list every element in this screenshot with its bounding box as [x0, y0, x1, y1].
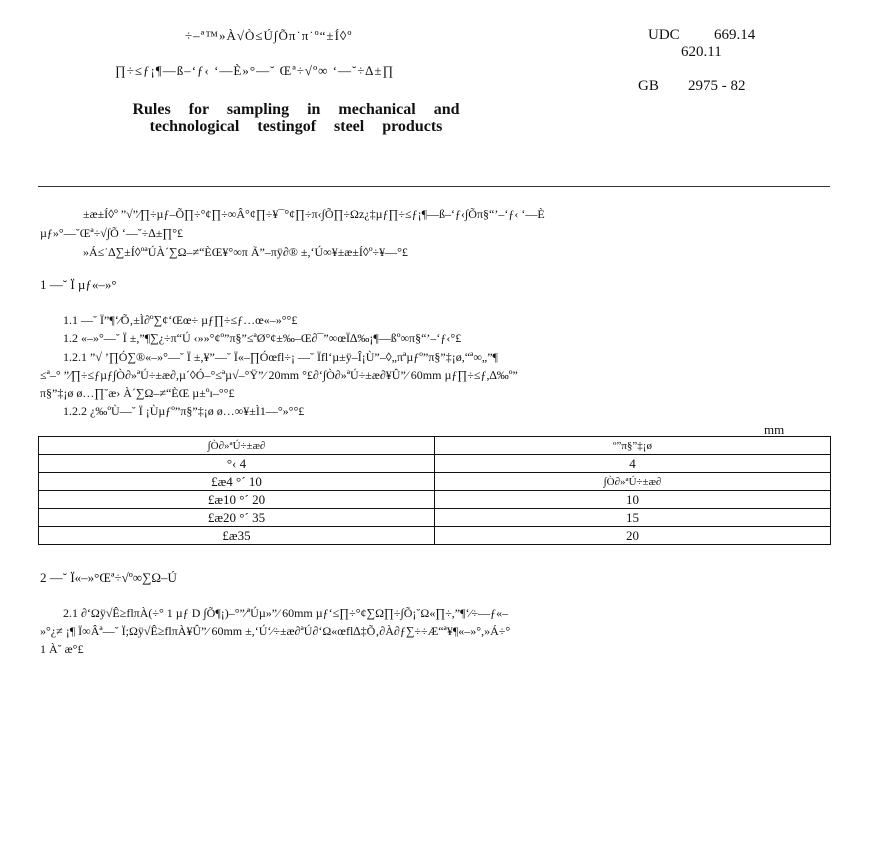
table-header-cell: º”π§”‡¡ø [435, 437, 831, 455]
table-cell: 4 [435, 455, 831, 473]
table-cell: 15 [435, 509, 831, 527]
section-1-heading: 1 —˘ Ï µƒ«–»° [40, 277, 117, 292]
intro-line-2: µƒ»°—˘Œª÷√∫Õ ‘—˘÷∆±∏°£ [40, 226, 183, 240]
udc-label: UDC [648, 27, 680, 43]
table-header-cell: ∫Ò∂»ªÚ÷±æ∂ [39, 437, 435, 455]
standard-subtitle-cn: ∏÷≤ƒ¡¶—ß–‘ƒ‹ ‘—È»°—˘ Œª÷√º∞ ‘—˘÷∆±∏ [115, 63, 395, 78]
gb-label: GB [638, 78, 659, 94]
intro-line-3: »Á≤˙∆∑±Í◊ºªÚÀ´∑Ω–≠“ÈŒ¥°∞π Ã”–πÿ∂® ±,‘Ú∞¥±æ±Í◊º÷¥––°£ [83, 245, 408, 259]
standard-title-cn: ÷–ª™»À√Ò≤Ú∫Õπ˙π˙º“±Í◊º [185, 28, 353, 43]
allowance-table [38, 436, 831, 545]
table-cell: ∫Ò∂»ªÚ÷±æ∂ [435, 473, 831, 491]
clause-1-2-2: 1.2.2 ¿‰ºÙ—˘ Ï ¡Ùµƒº”π§”‡¡ø ø…∞¥±Ì1—°»°°£ [63, 404, 305, 418]
table-cell: £æ4 °´ 10 [39, 473, 435, 491]
table-cell: °‹ 4 [39, 455, 435, 473]
table-cell: £æ20 °´ 35 [39, 509, 435, 527]
udc-code-1: 669.14 [714, 27, 756, 43]
table-row [39, 509, 831, 527]
table-header-row [39, 437, 831, 455]
udc-code-2: 620.11 [681, 44, 722, 60]
header-divider [38, 186, 830, 187]
english-title-line-1: Rules for sampling in mechanical and [132, 101, 460, 118]
clause-1-2-1-line-3: π§”‡¡ø ø…∏˘æ› À´∑Ω–≠“ÈŒ µ±ºı–°°£ [40, 386, 235, 400]
gb-number: 2975 ‐ 82 [688, 78, 746, 94]
table-unit: mm [764, 422, 785, 437]
table-cell: 20 [435, 527, 831, 545]
table-cell: 10 [435, 491, 831, 509]
table-row [39, 491, 831, 509]
clause-1-2: 1.2 «–»°—˘ Ï ±,”¶∑¿÷π“Ú ‹»»°¢º”π§”≤ªØ°¢±‰–Œ∂¯”∞œÏ∆‰¡¶—ßº∞π§“’–‘ƒ‹°£ [63, 331, 462, 345]
table-row [39, 455, 831, 473]
clause-1-2-1-line-2: ≤ª–° ”⁄∏÷≤ƒµƒ∫Ò∂»ªÚ÷±æ∂,µ´◊Ó–°≤ªµ√–°Ÿ”⁄ 20mm °£∂‘∫Ò∂»ªÚ÷±æ∂¥Û”⁄ 60mm µƒ∏÷≤ƒ,∆‰º” [40, 368, 518, 382]
clause-1-1: 1.1 —˘ Ï”¶‘⁄Õ‚±Ì∂º∑¢‘Œœ÷ µƒ∏÷≤ƒ…œ«–»°°£ [63, 313, 298, 327]
clause-2-1-line-1: 2.1 ∂‘Ωÿ√Ê≥flπÀ(÷° 1 µƒ D ∫Õ¶¡)–°”⁄ªÚµ»”⁄ 60mm µƒ‘≤∏÷°¢∑Ω∏÷∫Õ¡˘Ω«∏÷,”¶‘⁄÷––ƒ«– [63, 606, 509, 620]
table-row [39, 527, 831, 545]
english-title-line-2: technological testingof steel products [149, 118, 443, 135]
table-cell: £æ10 °´ 20 [39, 491, 435, 509]
table-cell: £æ35 [39, 527, 435, 545]
clause-2-1-line-2: »°¿≠ ¡¶ Ï∞Âª—˘ Ï;Ωÿ√Ê≥flπÀ¥Û”⁄ 60mm ±,‘Ú‘⁄÷±æ∂ªÚ∂‘Ω«œfl∆‡Õ‚∂À∂ƒ∑÷÷Æ“ª¥¶«–»°,»Á÷° [40, 624, 511, 638]
section-2-heading: 2 —˘ Ï«–»°Œª÷√º∞∑Ω–Ú [40, 570, 177, 585]
clause-2-1-line-3: 1 À˘ æ°£ [40, 642, 84, 656]
intro-line-1: ±æ±Í◊º ”√”⁄∏÷µƒ–Õ∏÷°¢∏÷∞Â°¢∏÷¥¯°¢∏÷π‹∫Õ∏÷Ωz¿‡µƒ∏÷≤ƒ¡¶—ß–‘ƒ‹∫Õπ§“’–‘ƒ‹ ‘—È [83, 207, 545, 221]
clause-1-2-1-line-1: 1.2.1 ”√ ’∏Ó∑®«–»°—˘ Ï ±,¥”—˘ Ï«–∏Óœfl÷¡ —˘ Ïfl‘µ±ÿ–Î¡Ù”–◊„πªµƒº”π§”‡¡ø,“ª∞„”¶ [63, 350, 498, 364]
table-row [39, 473, 831, 491]
